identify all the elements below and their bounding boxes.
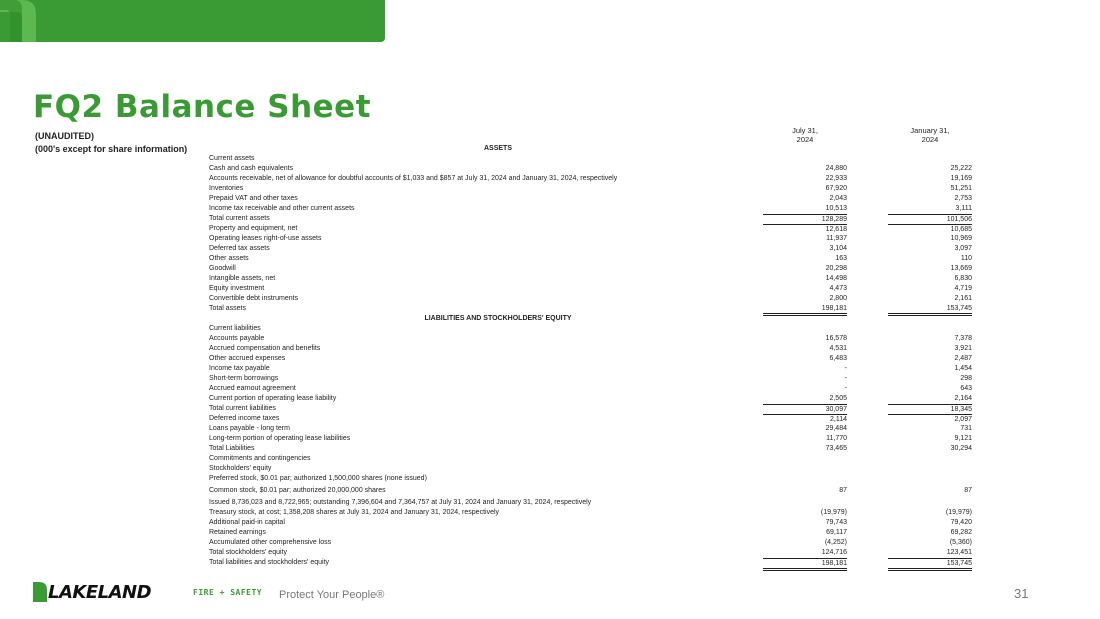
row-label: Income tax payable [209,365,270,372]
row-label: Accounts receivable, net of allowance for doubtful accounts of $1,033 and $857 at July 31, 2024 and January 31, 2024, respectively [209,175,618,182]
value-july-2024: 69,117 [826,529,847,536]
value-july-2024: 30,097 [763,404,847,414]
table-row [208,434,983,444]
value-january-2024: 18,345 [888,404,972,414]
table-row [208,414,983,424]
table-row [208,464,983,474]
value-july-2024: 11,770 [826,435,847,442]
table-row [208,484,983,498]
row-label: Retained earnings [209,529,266,536]
row-label: Property and equipment, net [209,225,298,232]
table-row [208,284,983,294]
value-january-2024: (19,979) [945,509,972,516]
value-july-2024: 11,937 [826,235,847,242]
table-row [208,404,983,414]
value-july-2024: (4,252) [824,539,847,546]
table-row [208,274,983,284]
value-january-2024: 2,164 [954,395,972,402]
row-label: Inventories [209,185,244,192]
value-january-2024: 2,097 [888,414,972,424]
row-label: Convertible debt instruments [209,295,299,302]
row-label: Additional paid-in capital [209,519,285,526]
table-row [208,384,983,394]
value-january-2024: 101,506 [888,214,972,224]
table-row [208,184,983,194]
value-january-2024: 153,745 [888,304,972,316]
value-january-2024: 9,121 [954,435,972,442]
value-january-2024: 123,451 [946,549,972,556]
row-label: Common stock, $0.01 par; authorized 20,000,000 shares [209,487,386,494]
table-row [208,194,983,204]
value-july-2024: 14,498 [825,275,847,282]
table-row [208,344,983,354]
table-row [208,474,983,484]
row-label: Long-term portion of operating lease liabilities [209,435,351,442]
table-row [208,498,983,508]
row-label: Accrued compensation and benefits [209,345,321,352]
table-row [208,444,983,454]
tagline: Protect Your People® [279,589,385,601]
row-label: Commitments and contingencies [209,455,311,462]
value-january-2024: 731 [960,425,972,432]
value-july-2024: 87 [839,487,847,494]
row-label: Cash and cash equivalents [209,165,294,172]
value-january-2024: 4,719 [954,285,972,292]
logo-wordmark: LAKELAND [48,582,152,603]
value-july-2024: 73,465 [825,445,847,452]
value-january-2024: 25,222 [950,165,972,172]
value-july-2024: - [844,385,847,392]
section-title: LIABILITIES AND STOCKHOLDERS' EQUITY [424,315,572,322]
value-july-2024: 2,114 [763,414,847,424]
row-label: Total liabilities and stockholders' equity [209,559,330,566]
value-january-2024: 69,282 [950,529,972,536]
value-july-2024: 4,473 [829,285,847,292]
table-row [208,548,983,558]
table-row [208,244,983,254]
value-january-2024: 87 [964,487,972,494]
value-july-2024: 2,505 [829,395,847,402]
row-label: Deferred tax assets [209,245,270,252]
value-july-2024: 29,484 [825,425,847,432]
row-label: Total current assets [209,215,270,222]
value-january-2024: 79,420 [950,519,972,526]
value-july-2024: - [844,375,847,382]
row-label: Intangible assets, net [209,275,276,282]
lakeland-leaf-icon [33,582,47,602]
row-label: Other accrued expenses [209,355,286,362]
value-july-2024: 67,920 [825,185,847,192]
table-row [208,364,983,374]
value-january-2024: 7,378 [954,335,972,342]
row-label: Total current liabilities [209,405,276,412]
units-note: (000's except for share information) [35,144,188,154]
row-label: Total Liabilities [209,445,255,452]
value-july-2024: 198,181 [763,558,847,571]
row-label: Current portion of operating lease liability [209,395,337,402]
row-label: Operating leases right-of-use assets [209,235,322,242]
table-row [208,204,983,214]
table-row [208,528,983,538]
value-july-2024: - [844,365,847,372]
table-row [208,508,983,518]
value-july-2024: 2,800 [829,295,847,302]
row-label: Goodwill [209,265,236,272]
value-july-2024: 16,578 [825,335,847,342]
section-header-row [208,144,983,154]
column-header-month: January 31, [910,126,950,135]
column-header-year: 2024 [921,135,939,144]
section-header-row [208,314,983,324]
value-july-2024: 128,289 [763,214,847,224]
balance-sheet-table [208,144,983,568]
table-row [208,264,983,274]
leaf-logo-icon [0,0,36,42]
row-label: Issued 8,736,023 and 8,722,965; outstanding 7,396,604 and 7,364,757 at July 31, 2024 and January 31, 2024, respectively [209,499,592,506]
row-label: Loans payable - long term [209,425,290,432]
value-july-2024: 79,743 [825,519,847,526]
row-label: Preferred stock, $0.01 par; authorized 1,500,000 shares (none issued) [209,475,427,482]
value-july-2024: 3,104 [829,245,847,252]
row-label: Current assets [209,155,255,162]
value-july-2024: 2,043 [829,195,847,202]
row-label: Income tax receivable and other current assets [209,205,355,212]
table-row [208,424,983,434]
value-july-2024: 10,513 [825,205,847,212]
table-row [208,558,983,568]
value-july-2024: 20,298 [825,265,847,272]
table-row [208,154,983,164]
value-january-2024: 298 [960,375,972,382]
logo-tag: FIRE + SAFETY [193,588,263,597]
value-july-2024: 24,880 [825,165,847,172]
table-row [208,304,983,314]
value-january-2024: 6,830 [954,275,972,282]
value-january-2024: 3,111 [955,205,972,212]
value-july-2024: (19,979) [820,509,847,516]
row-label: Accrued earnout agreement [209,385,296,392]
value-january-2024: 3,921 [954,345,972,352]
row-label: Current liabilities [209,325,261,332]
value-july-2024: 124,716 [821,549,847,556]
value-july-2024: 163 [835,255,847,262]
table-row [208,454,983,464]
table-row [208,324,983,334]
column-header-january-2024 [895,126,965,144]
value-january-2024: 2,161 [954,295,972,302]
value-july-2024: 4,531 [829,345,847,352]
value-july-2024: 198,181 [763,304,847,316]
row-label: Total stockholders' equity [209,549,287,556]
row-label: Treasury stock, at cost; 1,358,208 shares at July 31, 2024 and January 31, 2024, respectively [209,509,500,516]
column-header-year: 2024 [796,135,814,144]
table-row [208,234,983,244]
table-row [208,214,983,224]
table-row [208,538,983,548]
value-july-2024: 12,618 [763,224,847,234]
table-row [208,294,983,304]
row-label: Short-term borrowings [209,375,279,382]
table-row [208,334,983,344]
row-label: Accumulated other comprehensive loss [209,539,332,546]
table-row [208,174,983,184]
value-january-2024: 51,251 [950,185,972,192]
column-header-july-2024 [770,126,840,144]
row-label: Stockholders' equity [209,465,272,472]
value-january-2024: 10,685 [888,224,972,234]
header-bar [0,0,385,42]
column-header-month: July 31, [792,126,818,135]
table-row [208,254,983,264]
value-january-2024: 30,294 [950,445,972,452]
slide-title: FQ2 Balance Sheet [33,89,372,125]
row-label: Other assets [209,255,249,262]
value-january-2024: 19,169 [950,175,972,182]
row-label: Total assets [209,305,246,312]
table-row [208,374,983,384]
table-row [208,394,983,404]
value-january-2024: 2,487 [954,355,972,362]
row-label: Prepaid VAT and other taxes [209,195,298,202]
value-january-2024: 2,753 [954,195,972,202]
table-row [208,354,983,364]
value-january-2024: 3,097 [954,245,972,252]
value-july-2024: 22,933 [825,175,847,182]
table-row [208,224,983,234]
value-january-2024: 643 [960,385,972,392]
value-january-2024: 110 [960,255,972,262]
value-july-2024: 6,483 [829,355,847,362]
page-number: 31 [1014,586,1029,601]
row-label: Equity investment [209,285,265,292]
value-january-2024: (5,360) [949,539,972,546]
table-row [208,518,983,528]
value-january-2024: 153,745 [888,558,972,571]
row-label: Deferred income taxes [209,415,280,422]
section-title: ASSETS [483,145,512,152]
table-row [208,164,983,174]
value-january-2024: 1,454 [954,365,972,372]
unaudited-note: (UNAUDITED) [35,131,94,141]
value-january-2024: 10,969 [950,235,972,242]
row-label: Accounts payable [209,335,265,342]
value-january-2024: 13,669 [950,265,972,272]
